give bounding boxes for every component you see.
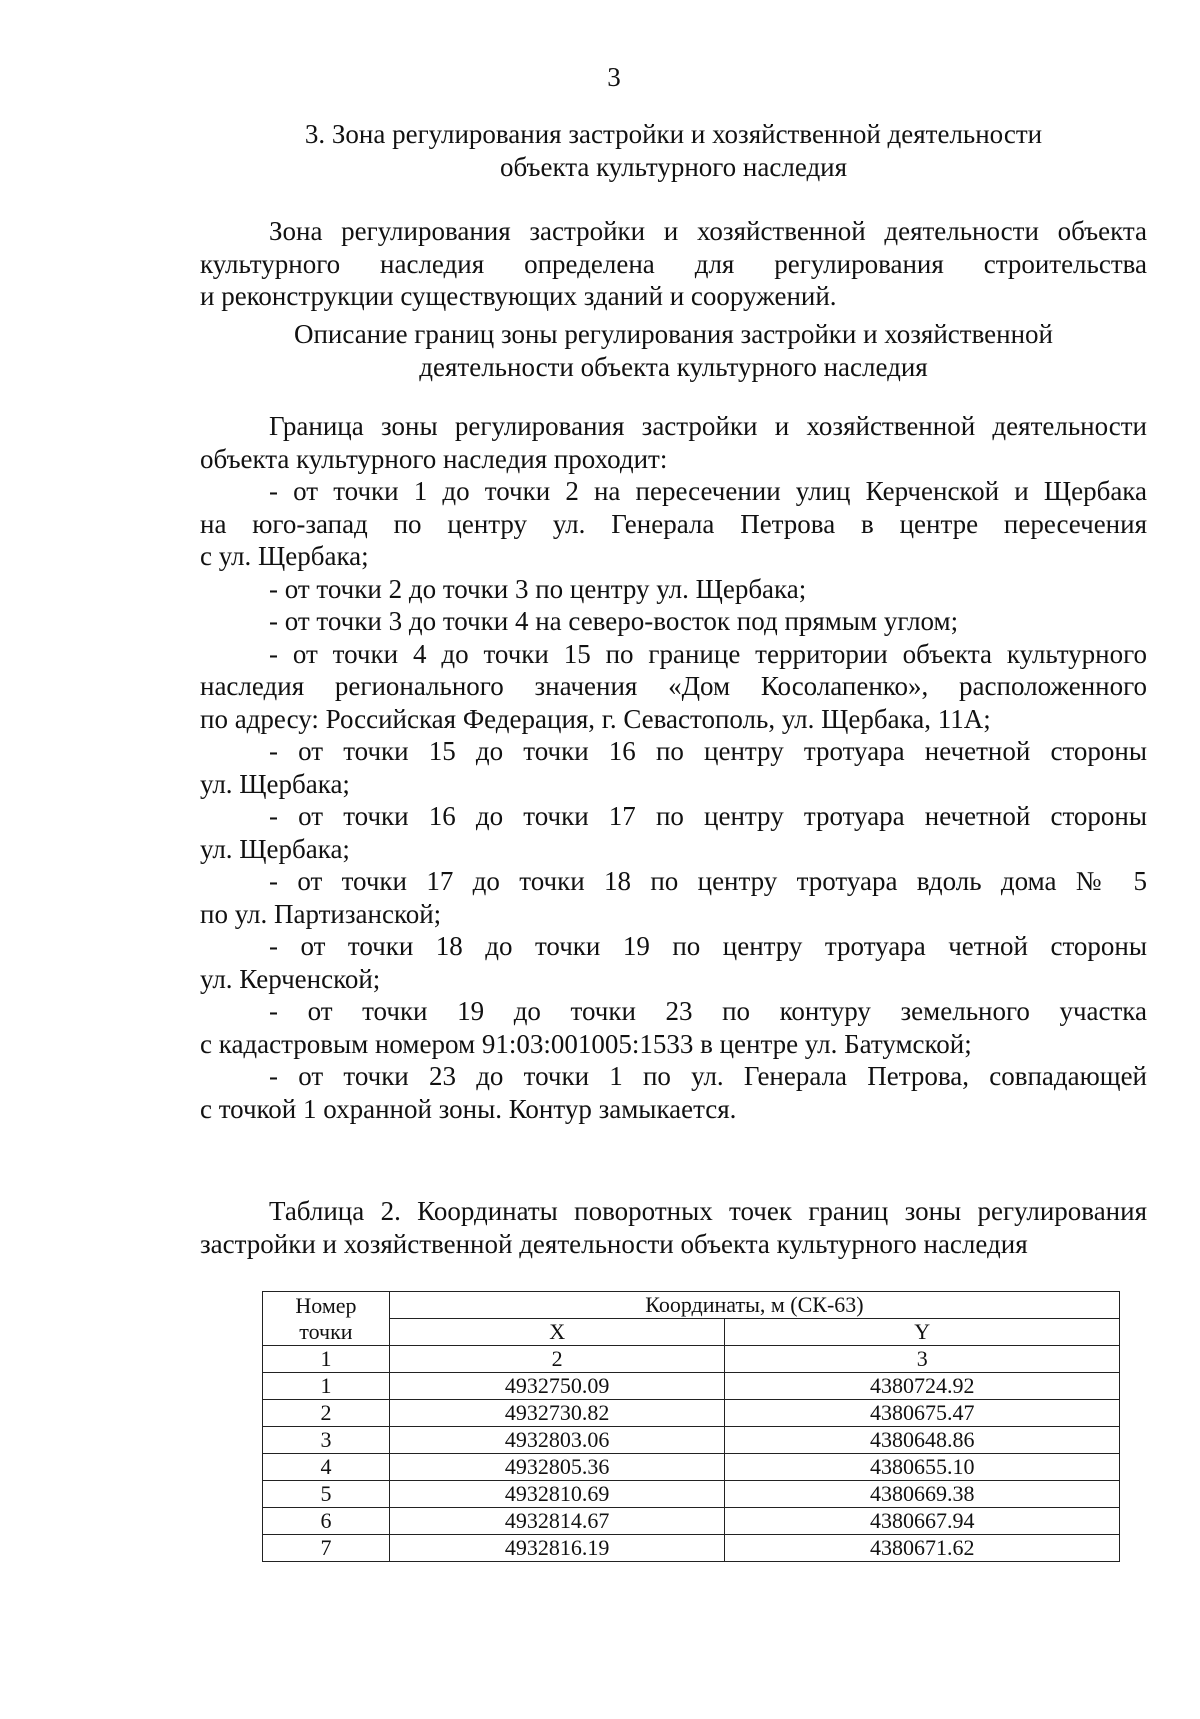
table-row [263, 1508, 1120, 1535]
paragraph-line: - от точки 3 до точки 4 на северо-восток под прямым углом; [269, 606, 959, 636]
cell-x: 4932805.36 [389, 1454, 725, 1481]
cell-point: 6 [263, 1508, 390, 1535]
column-number: 3 [725, 1346, 1120, 1373]
paragraph-line: на юго-запад по центру ул. Генерала Петрова в центре пересечения [200, 508, 1147, 539]
cell-y: 4380724.92 [725, 1373, 1120, 1400]
cell-y: 4380671.62 [725, 1535, 1120, 1562]
table-row [263, 1454, 1120, 1481]
table-row [263, 1535, 1120, 1562]
paragraph-line: по ул. Партизанской; [200, 898, 442, 929]
table-row [263, 1427, 1120, 1454]
table-header-row [263, 1292, 1120, 1319]
paragraph-line: по адресу: Российская Федерация, г. Севастополь, ул. Щербака, 11А; [200, 703, 991, 734]
paragraph-line: - от точки 15 до точки 16 по центру тротуара нечетной стороны [269, 736, 1147, 766]
cell-point: 7 [263, 1535, 390, 1562]
boundary-description [200, 410, 1147, 1125]
cell-point: 4 [263, 1454, 390, 1481]
table-row [263, 1481, 1120, 1508]
cell-x: 4932816.19 [389, 1535, 725, 1562]
cell-point: 5 [263, 1481, 390, 1508]
cell-x: 4932730.82 [389, 1400, 725, 1427]
cell-y: 4380648.86 [725, 1427, 1120, 1454]
cell-x: 4932814.67 [389, 1508, 725, 1535]
paragraph-line: - от точки 4 до точки 15 по границе территории объекта культурного [269, 638, 1147, 669]
cell-y: 4380675.47 [725, 1400, 1120, 1427]
header-x: X [389, 1319, 725, 1346]
paragraph-line: - от точки 18 до точки 19 по центру тротуара четной стороны [269, 931, 1147, 961]
header-point-line: Номер [295, 1292, 357, 1318]
section-heading [200, 118, 1147, 184]
cell-y: 4380669.38 [725, 1481, 1120, 1508]
column-number: 1 [263, 1346, 390, 1373]
header-y: Y [725, 1319, 1120, 1346]
paragraph-line: - от точки 19 до точки 23 по контуру земельного участка [269, 996, 1147, 1026]
column-number: 2 [389, 1346, 725, 1373]
paragraph-line: ул. Щербака; [200, 768, 350, 799]
paragraph-line: ул. Керченской; [200, 963, 381, 994]
intro-paragraph [200, 215, 1147, 313]
cell-y: 4380667.94 [725, 1508, 1120, 1535]
cell-point: 2 [263, 1400, 390, 1427]
paragraph-line: с кадастровым номером 91:03:001005:1533 в центре ул. Батумской; [200, 1028, 972, 1059]
paragraph-line: ул. Щербака; [200, 833, 350, 864]
coordinates-table [262, 1291, 1120, 1562]
boundaries-heading-line: Описание границ зоны регулирования застройки и хозяйственной [293, 319, 1053, 349]
cell-x: 4932810.69 [389, 1481, 725, 1508]
cell-x: 4932750.09 [389, 1373, 725, 1400]
cell-y: 4380655.10 [725, 1454, 1120, 1481]
paragraph-line: - от точки 17 до точки 18 по центру тротуара вдоль дома № 5 [269, 866, 1147, 896]
page-number: 3 [607, 62, 621, 92]
paragraph-line: наследия регионального значения «Дом Косолапенко», расположенного [200, 671, 1147, 701]
header-coordinates: Координаты, м (СК-63) [389, 1292, 1119, 1319]
paragraph-line: - от точки 2 до точки 3 по центру ул. Щербака; [269, 573, 807, 604]
boundaries-heading-line: деятельности объекта культурного наследия [419, 352, 928, 382]
caption-line: застройки и хозяйственной деятельности объекта культурного наследия [200, 1228, 1028, 1259]
section-heading-line: 3. Зона регулирования застройки и хозяйственной деятельности [304, 119, 1043, 149]
paragraph-line: и реконструкции существующих зданий и сооружений. [200, 281, 837, 311]
header-point-line: точки [299, 1318, 353, 1344]
caption-line: Таблица 2. Координаты поворотных точек границ зоны регулирования [269, 1196, 1147, 1226]
paragraph-line: с ул. Щербака; [200, 541, 369, 571]
boundaries-heading [200, 318, 1147, 384]
table-caption [200, 1195, 1147, 1260]
cell-point: 3 [263, 1427, 390, 1454]
paragraph-line: - от точки 1 до точки 2 на пересечении улиц Керченской и Щербака [269, 476, 1147, 506]
cell-point: 1 [263, 1373, 390, 1400]
paragraph-line: с точкой 1 охранной зоны. Контур замыкается. [200, 1093, 737, 1124]
paragraph-line: объекта культурного наследия проходит: [200, 443, 668, 474]
table-column-numbers-row [263, 1346, 1120, 1373]
section-heading-line: объекта культурного наследия [499, 152, 848, 182]
paragraph-line: культурного наследия определена для регулирования строительства [200, 248, 1147, 279]
table-row [263, 1400, 1120, 1427]
paragraph-line: Граница зоны регулирования застройки и хозяйственной деятельности [269, 411, 1147, 441]
header-point-number [263, 1292, 390, 1346]
paragraph-line: Зона регулирования застройки и хозяйственной деятельности объекта [269, 216, 1147, 246]
table-row [263, 1373, 1120, 1400]
cell-x: 4932803.06 [389, 1427, 725, 1454]
paragraph-line: - от точки 23 до точки 1 по ул. Генерала Петрова, совпадающей [269, 1061, 1147, 1091]
paragraph-line: - от точки 16 до точки 17 по центру тротуара нечетной стороны [269, 801, 1147, 831]
table-subheader-row [263, 1319, 1120, 1346]
